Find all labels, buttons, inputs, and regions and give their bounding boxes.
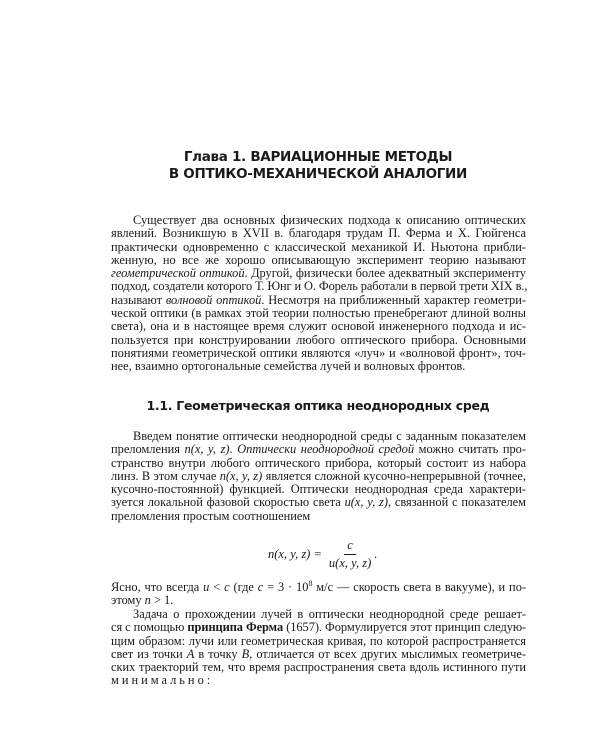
text-line: [111, 443, 526, 456]
italic-term: n(x, y, z): [219, 468, 263, 483]
paragraph-fermat-principle: [111, 608, 526, 688]
refractive-index-formula: [268, 538, 377, 571]
italic-term: Оптически неоднородной средой: [237, 442, 415, 457]
text-line: [111, 347, 526, 360]
text-line: [111, 320, 526, 333]
bold-term: принципа Ферма: [187, 620, 284, 635]
text-segment: <: [209, 580, 225, 594]
italic-term: волновой оптикой: [165, 292, 262, 307]
chapter-title-line-1: Глава 1. ВАРИАЦИОННЫЕ МЕТОДЫ: [183, 149, 453, 165]
text-segment: минимально:: [111, 673, 214, 688]
text-segment: (1657). Формулируется этот принцип следую-: [283, 620, 527, 635]
text-line: [111, 307, 526, 320]
formula-numerator: c: [344, 538, 356, 555]
text-line: [111, 594, 526, 607]
italic-term: геометрической оптикой: [111, 266, 245, 281]
text-line: [111, 457, 526, 470]
text-segment: Ясно, что всегда: [111, 580, 204, 594]
superscript: 8: [308, 579, 313, 588]
text-line: [111, 496, 526, 509]
paragraph-intro: [111, 214, 526, 374]
italic-term: A: [186, 646, 195, 661]
chapter-title-line-2: В ОПТИКО-МЕХАНИЧЕСКОЙ АНАЛОГИИ: [168, 166, 468, 182]
text-segment: понятиями геометрической оптики являются «луч» и «волновой фронт», точ-: [111, 345, 526, 360]
text-segment: света), она и в настоящее время служит основой инженерного подхода и ис-: [111, 319, 526, 334]
text-segment: этому: [111, 593, 145, 608]
text-segment: нее, взаимно ортогональные семейства лучей и волновых фронтов.: [111, 359, 466, 374]
text-line: [111, 510, 526, 523]
text-segment: ских траекторий тем, что время распространения света вдоль истинного пути: [111, 660, 526, 675]
formula-denominator: u(x, y, z): [328, 556, 372, 570]
text-segment: подход, создатели которого Т. Юнг и О. Форель работали в первой трети XIX в.,: [111, 279, 528, 294]
text-segment: зуется локальной фазовой скоростью света: [111, 495, 345, 510]
text-line: [111, 294, 526, 307]
text-segment: в точку: [194, 646, 242, 661]
paragraph-speed-of-light: [111, 581, 526, 608]
italic-term: u: [203, 580, 210, 594]
text-segment: является сложной кусочно-непрерывной (точнее,: [262, 468, 526, 483]
text-line: [111, 227, 526, 240]
text-line: [111, 635, 526, 648]
italic-term: n(x, y, z): [184, 442, 230, 457]
section-heading: 1.1. Геометрическая оптика неоднородных сред: [146, 398, 490, 413]
text-segment: .: [229, 442, 238, 457]
text-line: [111, 334, 526, 347]
text-line: [111, 621, 526, 634]
text-line: [111, 241, 526, 254]
text-segment: > 1.: [150, 593, 174, 608]
text-segment: Существует два основных физических подхода к описанию оптических: [133, 213, 526, 227]
formula-lhs: n(x, y, z) =: [268, 547, 322, 561]
text-line: [111, 581, 526, 594]
paragraph-inhomogeneous-medium: [111, 430, 526, 523]
text-line: [111, 608, 526, 621]
italic-term: B: [241, 646, 250, 661]
text-line: [111, 483, 526, 496]
italic-term: c: [257, 580, 264, 594]
text-line: [111, 470, 526, 483]
text-line: [111, 674, 526, 687]
text-segment: называют: [111, 292, 166, 307]
text-segment: щим образом: лучи или геометрическая кривая, по которой распространяется: [111, 633, 526, 648]
text-segment: странство внутри любого оптического прибора, который состоит из набора: [111, 455, 526, 470]
text-line: [111, 254, 526, 267]
formula-end: .: [374, 547, 378, 561]
text-segment: практически одновременно с классической механикой И. Ньютона прибли-: [111, 239, 526, 254]
text-segment: женную, но все же хорошо описывающую эксперимент теорию называют: [111, 252, 526, 267]
text-segment: явлений. Возникшую в XVII в. благодаря трудам П. Ферма и Х. Гюйгенса: [111, 226, 526, 241]
text-segment: = 3 · 10: [263, 580, 309, 594]
text-line: [111, 661, 526, 674]
text-line: [111, 648, 526, 661]
text-segment: , отличается от всех других мыслимых геометриче-: [249, 646, 526, 661]
text-segment: линз. В этом случае: [111, 468, 220, 483]
text-line: [111, 214, 526, 227]
text-segment: кусочно-постоянной) функцией. Оптически неоднородная среда характери-: [111, 482, 526, 497]
text-segment: пользуется при конструировании любого оптического прибора. Основными: [111, 332, 526, 347]
text-line: [111, 360, 526, 373]
text-line: [111, 267, 526, 280]
text-segment: ческой оптики (в рамках этой теории полностью пренебрегают длиной волны: [111, 306, 526, 321]
text-line: [111, 280, 526, 293]
text-segment: (где: [229, 580, 258, 594]
text-segment: м/с — скорость света в вакууме), и по-: [312, 580, 527, 594]
italic-term: u(x, y, z): [344, 495, 388, 510]
text-segment: . Другой, физически более адекватный эксперименту: [244, 266, 526, 281]
text-segment: преломления: [111, 442, 185, 457]
text-segment: ся с помощью: [111, 620, 188, 635]
text-line: [111, 430, 526, 443]
text-segment: свет из точки: [111, 646, 187, 661]
text-segment: Задача о прохождении лучей в оптически неоднородной среде решает-: [133, 607, 526, 621]
italic-term: n: [144, 593, 151, 608]
text-segment: . Несмотря на приближенный характер геометри-: [261, 292, 526, 307]
text-segment: можно считать про-: [414, 442, 527, 457]
formula-fraction: [326, 538, 374, 571]
text-segment: , связанной с показателем: [387, 495, 526, 510]
text-segment: преломления простым соотношением: [111, 508, 311, 523]
text-segment: Введем понятие оптически неоднородной среды с заданным показателем: [133, 429, 526, 443]
italic-term: c: [224, 580, 230, 594]
